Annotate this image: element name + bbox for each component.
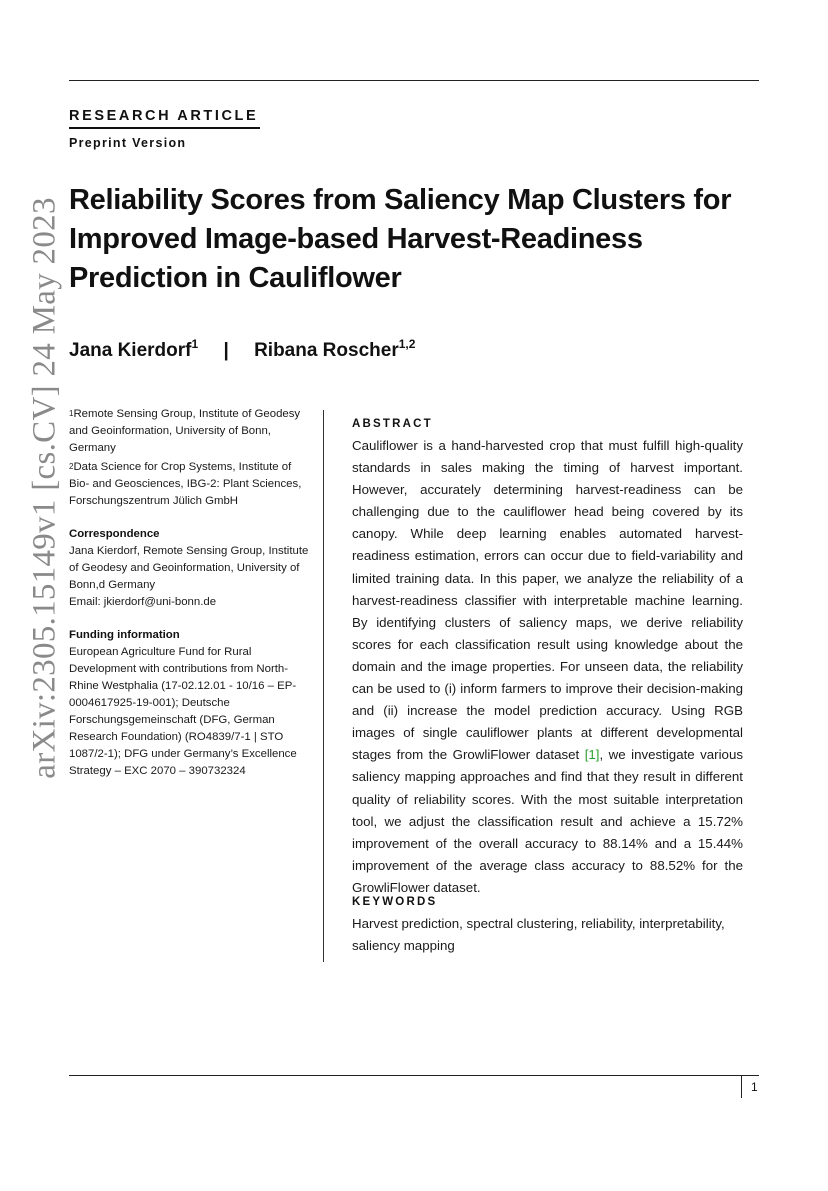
author-name: Jana Kierdorf [69,340,192,361]
abstract-text: Cauliflower is a hand-harvested crop that must fulfill high-quality standards in sales making the timing of harvest important. However, accurately determining harvest-readiness can be challenging due to the cauliflower head being covered by its canopy. While deep learning enables automated harvest-readiness estimation, errors can occur due to field-variability and limited training data. In this paper, we analyze the reliability of a harvest-readiness classifier with interpretable machine learning. By identifying clusters of saliency maps, we derive reliability scores for each classification result using knowledge about the domain and the image properties. For unseen data, the reliability can be used to (i) inform farmers to improve their decision-making and (ii) increase the model prediction accuracy. Using RGB images of single cauliflower plants at different developmental stages from the GrowliFlower dataset [352,438,743,763]
affiliation-text: Remote Sensing Group, Institute of Geodesy and Geoinformation, University of Bonn, Germany [69,408,301,454]
affiliation-mark: 2 [69,462,74,471]
affiliation [69,459,309,510]
arxiv-stamp [20,178,70,798]
sidebar-info [69,406,309,780]
author-affiliation-mark: 1 [191,337,199,351]
funding-heading: Funding information [69,629,180,641]
affiliation-text: Data Science for Crop Systems, Institute of Bio- and Geosciences, IBG-2: Plant Sciences, Forschungszentrum Jülich GmbH [69,461,302,507]
page-number: 1 [751,1080,758,1094]
affiliation-mark: 1 [69,409,74,418]
page-number-bar [741,1076,742,1098]
citation-link[interactable]: [1] [584,747,600,763]
column-divider [323,410,324,962]
abstract-text: , we investigate various saliency mapping approaches and find that they result in different quality of reliability scores. With the most suitable interpretation tool, we adjust the classification result and achieve a 15.72% improvement of the overall accuracy to 88.14% and a 15.44% improvement of the average class accuracy to 88.52% for the GrowliFlower dataset. [352,747,743,895]
arxiv-stamp-text: arXiv:2305.15149v1 [cs.CV] 24 May 2023 [26,197,63,779]
abstract-body [352,435,743,899]
correspondence-email[interactable]: Email: jkierdorf@uni-bonn.de [69,596,217,608]
article-type-label: RESEARCH ARTICLE [69,108,259,124]
footer-rule [69,1075,759,1076]
keywords-text: Harvest prediction, spectral clustering, reliability, interpretability, saliency mapping [352,916,725,953]
top-rule [69,80,759,81]
keywords-heading: KEYWORDS [352,896,438,908]
affiliation [69,406,309,457]
abstract-heading: ABSTRACT [352,418,433,430]
funding-text: European Agriculture Fund for Rural Development with contributions from North-Rhine Westphalia (17-02.12.01 - 10/16 – EP- 0004617925-19-001); Deutsche Forschungsgemeinschaft (DFG, German Research Foundation) (RO4839/7-1 | STO 1087/2-1); DFG under Germany’s Excellence Strategy – EXC 2070 – 390732324 [69,646,297,777]
author-list [69,337,416,362]
correspondence-text: Jana Kierdorf, Remote Sensing Group, Institute of Geodesy and Geoinformation, University of Bonn,d Germany [69,545,309,591]
author-name: Ribana Roscher [254,340,399,361]
preprint-label: Preprint Version [69,136,187,150]
article-type-underline [69,127,260,129]
correspondence-heading: Correspondence [69,528,160,540]
paper-title: Reliability Scores from Saliency Map Clusters for Improved Image-based Harvest-Readiness Prediction in Cauliflower [69,184,732,294]
author-separator: | [223,340,229,361]
author-affiliation-mark: 1,2 [398,337,416,351]
